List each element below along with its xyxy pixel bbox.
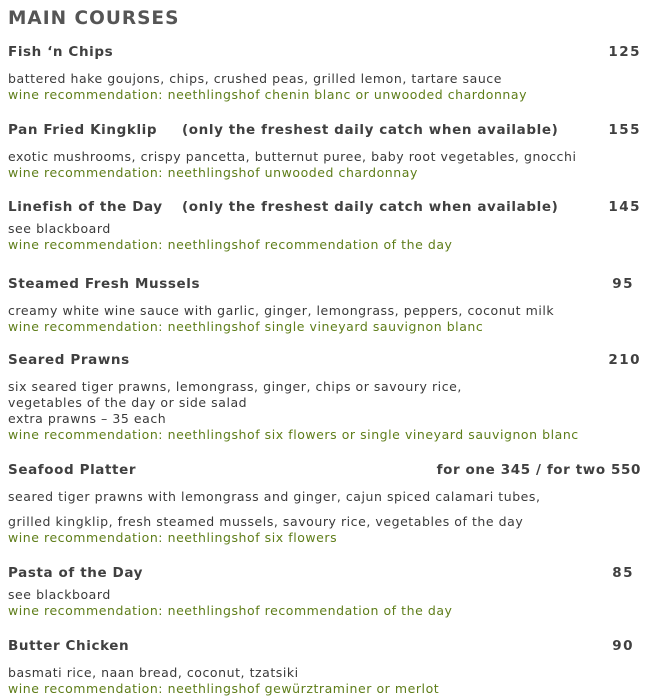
dish-description: see blackboard (8, 587, 111, 602)
wine-recommendation: wine recommendation: neethlingshof six flowers (8, 530, 338, 545)
dish-description: six seared tiger prawns, lemongrass, ginger, chips or savoury rice, (8, 379, 462, 394)
dish-description: see blackboard (8, 221, 111, 236)
dish-name: Pan Fried Kingklip (8, 122, 158, 138)
dish-description: vegetables of the day or side salad (8, 395, 248, 410)
wine-recommendation: wine recommendation: neethlingshof six flowers or single vineyard sauvignon blanc (8, 427, 579, 442)
dish-price: 95 (612, 276, 634, 292)
dish-description: seared tiger prawns with lemongrass and ginger, cajun spiced calamari tubes, (8, 489, 541, 504)
page-title: MAIN COURSES (8, 8, 180, 29)
dish-price: for one 345 / for two 550 (436, 462, 641, 478)
menu-item (8, 44, 644, 103)
dish-price: 125 (608, 44, 641, 60)
dish-name: Pasta of the Day (8, 565, 144, 581)
dish-price: 85 (612, 565, 634, 581)
dish-description: exotic mushrooms, crispy pancetta, butternut puree, baby root vegetables, gnocchi (8, 149, 577, 164)
dish-name: Fish ‘n Chips (8, 44, 114, 60)
dish-description: battered hake goujons, chips, crushed peas, grilled lemon, tartare sauce (8, 71, 502, 86)
dish-note: (only the freshest daily catch when available) (182, 199, 559, 215)
wine-recommendation: wine recommendation: neethlingshof chenin blanc or unwooded chardonnay (8, 87, 528, 102)
dish-note: (only the freshest daily catch when available) (182, 122, 559, 138)
menu-item (8, 122, 644, 181)
menu-item (8, 565, 644, 619)
menu-item (8, 199, 644, 253)
dish-name: Butter Chicken (8, 638, 130, 654)
dish-name: Linefish of the Day (8, 199, 163, 215)
wine-recommendation: wine recommendation: neethlingshof recommendation of the day (8, 603, 453, 618)
menu-item (8, 276, 644, 335)
dish-name: Seafood Platter (8, 462, 137, 478)
wine-recommendation: wine recommendation: neethlingshof recommendation of the day (8, 237, 453, 252)
menu-item (8, 352, 644, 443)
menu-item (8, 462, 644, 546)
dish-name: Steamed Fresh Mussels (8, 276, 201, 292)
dish-description: grilled kingklip, fresh steamed mussels, savoury rice, vegetables of the day (8, 514, 524, 529)
dish-description: basmati rice, naan bread, coconut, tzatsiki (8, 665, 299, 680)
dish-price: 145 (608, 199, 641, 215)
dish-description: extra prawns – 35 each (8, 411, 167, 426)
wine-recommendation: wine recommendation: neethlingshof unwooded chardonnay (8, 165, 418, 180)
dish-price: 210 (608, 352, 641, 368)
menu-item (8, 638, 644, 697)
dish-price: 90 (612, 638, 634, 654)
dish-price: 155 (608, 122, 641, 138)
dish-name: Seared Prawns (8, 352, 130, 368)
wine-recommendation: wine recommendation: neethlingshof gewürztraminer or merlot (8, 681, 440, 696)
dish-description: creamy white wine sauce with garlic, ginger, lemongrass, peppers, coconut milk (8, 303, 555, 318)
wine-recommendation: wine recommendation: neethlingshof single vineyard sauvignon blanc (8, 319, 484, 334)
